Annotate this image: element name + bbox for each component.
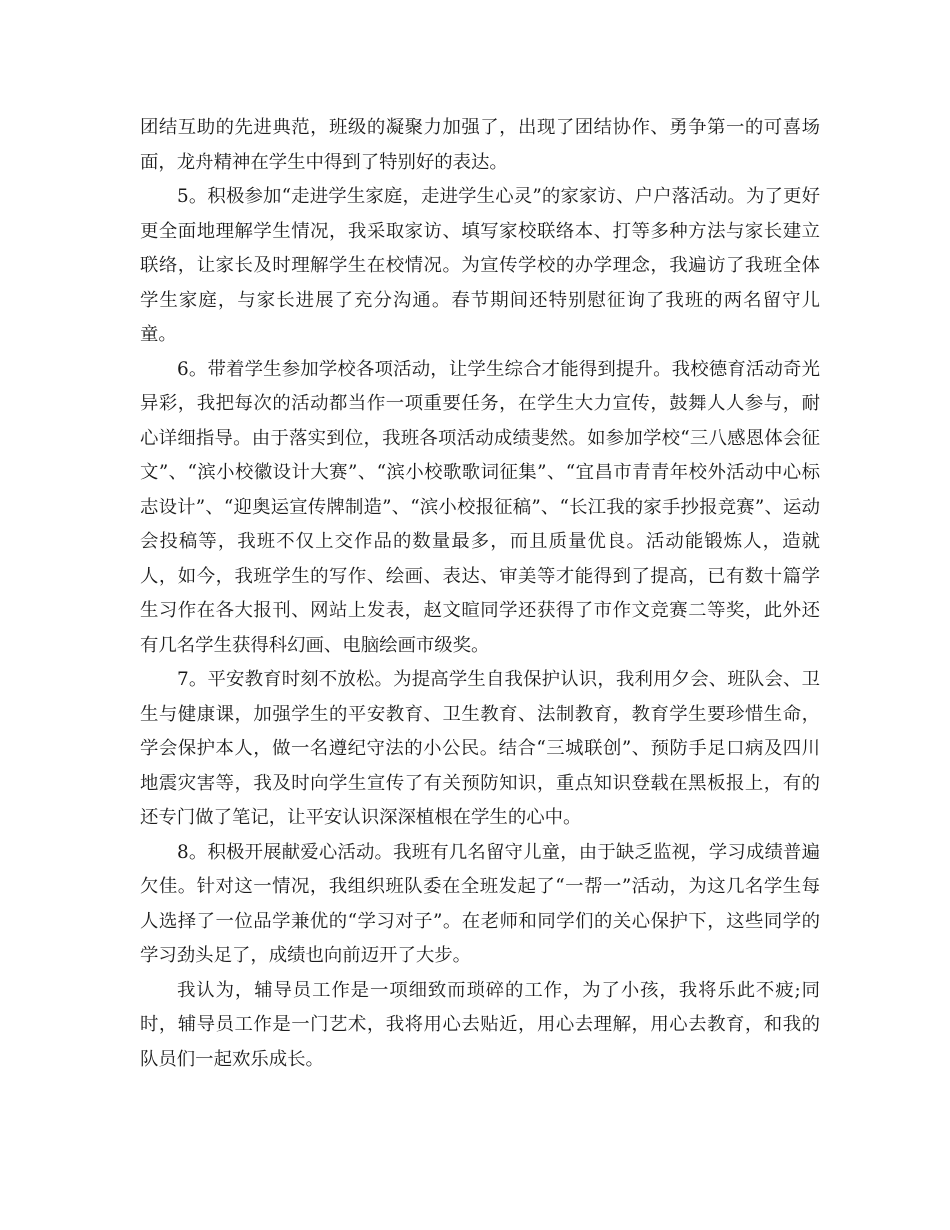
paragraph-item-5: 5。积极参加“走进学生家庭，走进学生心灵”的家家访、户户落活动。为了更好更全面地理解学生情况，我采取家访、填写家校联络本、打等多种方法与家长建立联络，让家长及时理解学生在校情况。为宣传学校的办学理念，我遍访了我班全体学生家庭，与家长进展了充分沟通。春节期间还特别慰征询了我班的两名留守儿童。	[140, 186, 820, 345]
document-body	[140, 111, 820, 1077]
paragraph-continuation: 团结互助的先进典范，班级的凝聚力加强了，出现了团结协作、勇争第一的可喜场面，龙舟精神在学生中得到了特别好的表达。	[140, 117, 820, 173]
paragraph-conclusion: 我认为，辅导员工作是一项细致而琐碎的工作，为了小孩，我将乐此不疲;同时，辅导员工作是一门艺术，我将用心去贴近，用心去理解，用心去教育，和我的队员们一起欢乐成长。	[140, 979, 820, 1070]
paragraph-item-7: 7。平安教育时刻不放松。为提高学生自我保护认识，我利用夕会、班队会、卫生与健康课，加强学生的平安教育、卫生教育、法制教育，教育学生要珍惜生命，学会保护本人，做一名遵纪守法的小公民。结合“三城联创”、预防手足口病及四川地震灾害等，我及时向学生宣传了有关预防知识，重点知识登载在黑板报上，有的还专门做了笔记，让平安认识深深植根在学生的心中。	[140, 669, 820, 828]
paragraph-item-8: 8。积极开展献爱心活动。我班有几名留守儿童，由于缺乏监视，学习成绩普遍欠佳。针对这一情况，我组织班队委在全班发起了“一帮一”活动，为这几名学生每人选择了一位品学兼优的“学习对子”。在老师和同学们的关心保护下，这些同学的学习劲头足了，成绩也向前迈开了大步。	[140, 841, 820, 966]
paragraph-item-6: 6。带着学生参加学校各项活动，让学生综合才能得到提升。我校德育活动奇光异彩，我把每次的活动都当作一项重要任务，在学生大力宣传，鼓舞人人参与，耐心详细指导。由于落实到位，我班各项活动成绩斐然。如参加学校“三八感恩体会征文”、“滨小校徽设计大赛”、“滨小校歌歌词征集”、“宜昌市青青年校外活动中心标志设计”、“迎奥运宣传牌制造”、“滨小校报征稿”、“长江我的家手抄报竞赛”、运动会投稿等，我班不仅上交作品的数量最多，而且质量优良。活动能锻炼人，造就人，如今，我班学生的写作、绘画、表达、审美等才能得到了提高，已有数十篇学生习作在各大报刊、网站上发表，赵文暄同学还获得了市作文竞赛二等奖，此外还有几名学生获得科幻画、电脑绘画市级奖。	[140, 358, 820, 656]
